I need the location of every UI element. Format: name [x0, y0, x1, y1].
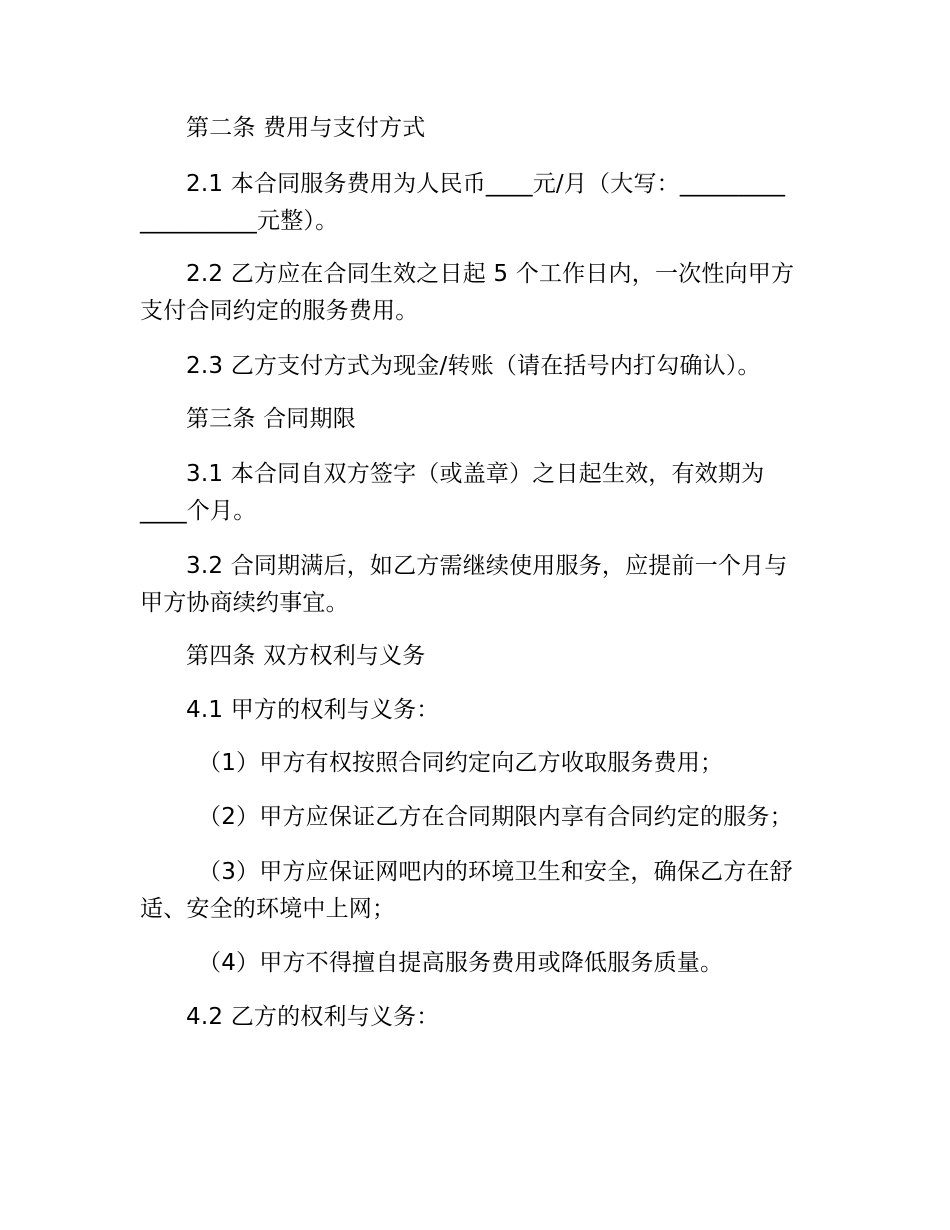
clause-2-3: 2.3 乙方支付方式为现金/转账（请在括号内打勾确认）。: [186, 353, 761, 379]
clause-4-1-item-4: （4）甲方不得擅自提高服务费用或降低服务质量。: [198, 950, 724, 976]
clause-2-1-line-2: __________元整）。: [140, 208, 339, 234]
clause-3-1: 3.1 本合同自双方签字（或盖章）之日起生效，有效期为____个月。: [140, 461, 765, 524]
clause-2-1: [140, 166, 804, 240]
clause-4-1: 4.1 甲方的权利与义务：: [186, 697, 440, 723]
clause-4-1-item-2: （2）甲方应保证乙方在合同期限内享有合同约定的服务；: [198, 804, 793, 830]
clause-2-2: 2.2 乙方应在合同生效之日起 5 个工作日内，一次性向甲方支付合同约定的服务费用。: [140, 261, 795, 324]
section-4-title: 第四条 双方权利与义务: [186, 643, 426, 669]
clause-4-2: 4.2 乙方的权利与义务：: [186, 1004, 440, 1030]
section-2-title: 第二条 费用与支付方式: [186, 115, 426, 141]
clause-4-1-item-1: （1）甲方有权按照合同约定向乙方收取服务费用；: [198, 750, 724, 776]
section-3-title: 第三条 合同期限: [186, 406, 356, 432]
clause-3-2: 3.2 合同期满后，如乙方需继续使用服务，应提前一个月与甲方协商续约事宜。: [140, 553, 788, 616]
clause-4-1-item-3: （3）甲方应保证网吧内的环境卫生和安全，确保乙方在舒适、安全的环境中上网；: [140, 859, 793, 922]
clause-2-1-line-1: 2.1 本合同服务费用为人民币____元/月（大写：_________: [186, 171, 786, 197]
